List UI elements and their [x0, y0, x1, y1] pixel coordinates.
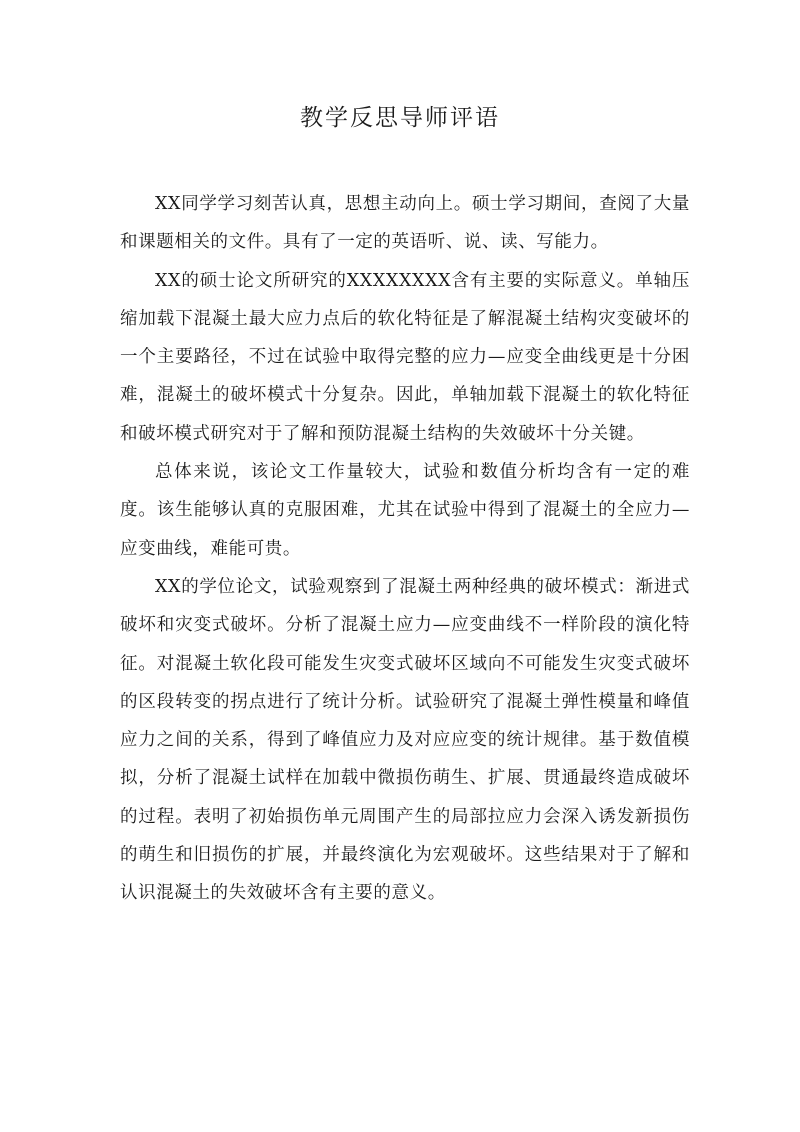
- paragraph-2: XX的硕士论文所研究的XXXXXXXX含有主要的实际意义。单轴压缩加载下混凝土最大应力点后的软化特征是了解混凝土结构灾变破坏的一个主要路径，不过在试验中取得完整的应力—应变全曲线更是十分困难，混凝土的破坏模式十分复杂。因此，单轴加载下混凝土的软化特征和破坏模式研究对于了解和预防混凝土结构的失效破坏十分关键。: [120, 270, 690, 444]
- document-body: [120, 185, 690, 913]
- paragraph-4: XX的学位论文，试验观察到了混凝土两种经典的破坏模式：渐进式破坏和灾变式破坏。分析了混凝土应力—应变曲线不一样阶段的演化特征。对混凝土软化段可能发生灾变式破坏区域向不可能发生灾变式破坏的区段转变的拐点进行了统计分析。试验研究了混凝土弹性模量和峰值应力之间的关系，得到了峰值应力及对应应变的统计规律。基于数值模拟，分析了混凝土试样在加载中微损伤萌生、扩展、贯通最终造成破坏的过程。表明了初始损伤单元周围产生的局部拉应力会深入诱发新损伤的萌生和旧损伤的扩展，并最终演化为宏观破坏。这些结果对于了解和认识混凝土的失效破坏含有主要的意义。: [120, 576, 690, 904]
- document-title: 教学反思导师评语: [300, 105, 500, 131]
- paragraph-1: XX同学学习刻苦认真，思想主动向上。硕士学习期间，查阅了大量和课题相关的文件。具有了一定的英语听、说、读、写能力。: [120, 194, 690, 253]
- paragraph-3: 总体来说，该论文工作量较大，试验和数值分析均含有一定的难度。该生能够认真的克服困难，尤其在试验中得到了混凝土的全应力—应变曲线，难能可贵。: [120, 462, 690, 559]
